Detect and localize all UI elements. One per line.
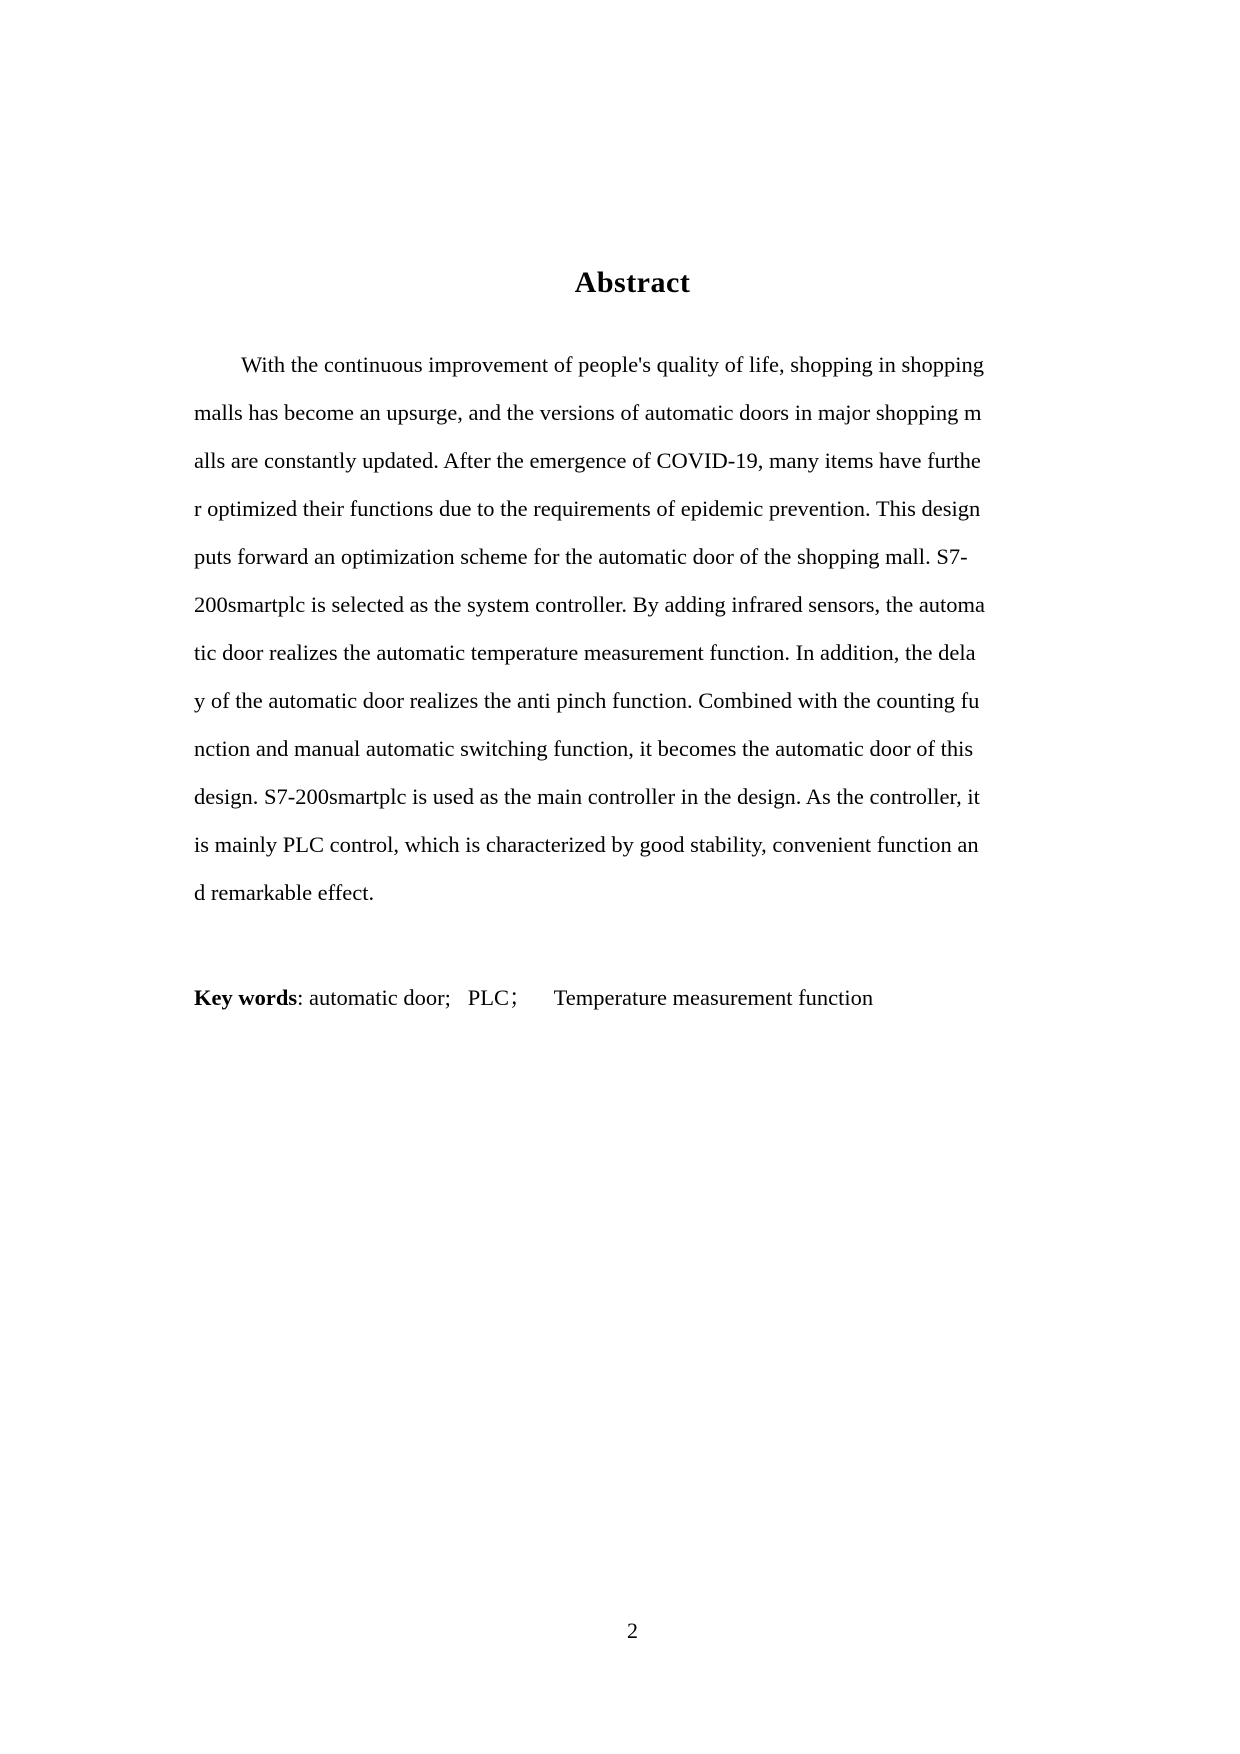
keywords-text: : automatic door; PLC； Temperature measurement function	[297, 985, 874, 1010]
text-line: is mainly PLC control, which is characterized by good stability, convenient function an	[194, 832, 979, 857]
text-line: malls has become an upsurge, and the versions of automatic doors in major shopping m	[194, 400, 982, 425]
text-line: alls are constantly updated. After the emergence of COVID-19, many items have furthe	[194, 448, 981, 473]
text-line: nction and manual automatic switching function, it becomes the automatic door of this	[194, 736, 974, 761]
keywords-line	[194, 974, 1134, 1022]
page-number: 2	[627, 1618, 638, 1643]
keywords-label: Key words	[194, 985, 298, 1010]
text-line: d remarkable effect.	[194, 880, 375, 905]
text-line: tic door realizes the automatic temperature measurement function. In addition, the dela	[194, 640, 976, 665]
text-line: r optimized their functions due to the requirements of epidemic prevention. This design	[194, 496, 981, 521]
abstract-paragraph	[194, 341, 1074, 917]
text-line: puts forward an optimization scheme for the automatic door of the shopping mall. S7-	[194, 544, 968, 569]
text-line: design. S7-200smartplc is used as the main controller in the design. As the controller, it	[194, 784, 980, 809]
text-line: With the continuous improvement of people's quality of life, shopping in shopping	[241, 352, 985, 377]
page-title: Abstract	[574, 266, 691, 300]
text-line: y of the automatic door realizes the anti pinch function. Combined with the counting fu	[194, 688, 980, 713]
text-line: 200smartplc is selected as the system controller. By adding infrared sensors, the automa	[194, 592, 986, 617]
